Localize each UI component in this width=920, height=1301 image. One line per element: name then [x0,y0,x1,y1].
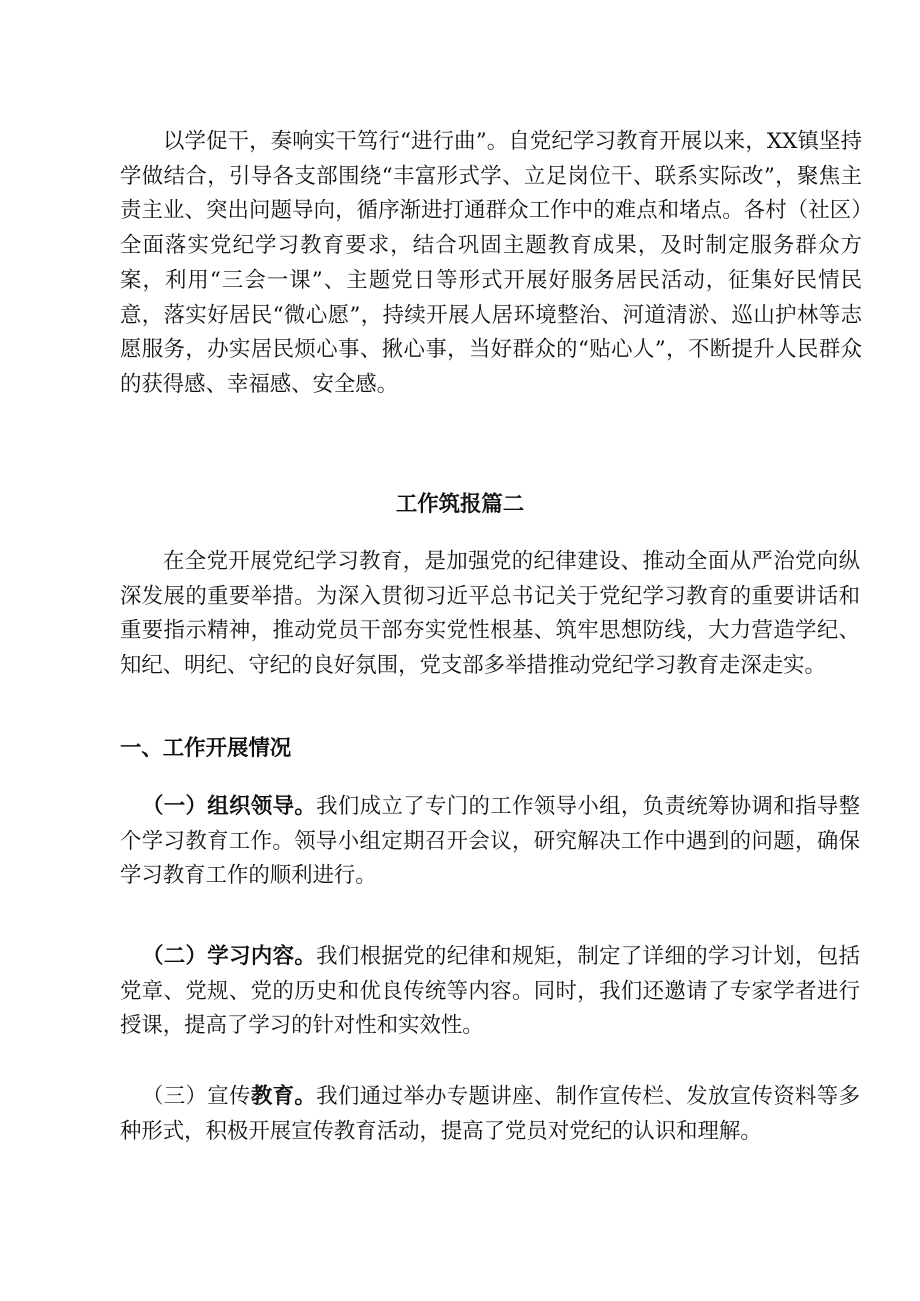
item-3-lead-b: 教育。 [250,1084,317,1109]
item-1-lead: （一）组织领导。 [142,794,317,819]
paragraph-1 [120,125,862,403]
item-1 [120,790,860,894]
item-3-text: 我们通过举办专题讲座、制作宣传栏、发放宣传资料等多种形式，积极开展宣传教育活动，提高了党员对党纪的认识和理解。 [120,1084,860,1144]
paragraph-2-text: 在全党开展党纪学习教育，是加强党的纪律建设、推动全面从严治党向纵深发展的重要举措。为深入贯彻习近平总书记关于党纪学习教育的重要讲话和重要指示精神，推动党员干部夯实党性根基、筑牢思想防线，大力营造学纪、知纪、明纪、守纪的良好氛围，党支部多举措推动党纪学习教育走深走实。 [120,549,860,679]
paragraph-2 [120,545,860,684]
section-heading-1: 一、工作开展情况 [120,736,292,761]
paragraph-1-text: 以学促干，奏响实干笃行“进行曲”。自党纪学习教育开展以来，XX镇坚持学做结合，引导各支部围绕“丰富形式学、立足岗位干、联系实际改”，聚焦主责主业、突出问题导向，循序渐进打通群众工作中的难点和堵点。各村（社区）全面落实党纪学习教育要求，结合巩固主题教育成果，及时制定服务群众方案，利用“三会一课”、主题党日等形式开展好服务居民活动，征集好民情民意，落实好居民“微心愿”，持续开展人居环境整治、河道清淤、巡山护林等志愿服务，办实居民烦心事、揪心事，当好群众的“贴心人”，不断提升人民群众的获得感、幸福感、安全感。 [120,129,862,397]
section-title-2: 工作筑报篇二 [395,492,525,517]
item-2 [120,940,860,1044]
item-3-lead-a: （三）宣传 [142,1084,251,1109]
item-2-text: 我们根据党的纪律和规矩，制定了详细的学习计划，包括党章、党规、党的历史和优良传统等内容。同时，我们还邀请了专家学者进行授课，提高了学习的针对性和实效性。 [120,944,860,1039]
item-2-lead: （二）学习内容。 [142,944,317,969]
item-3 [120,1080,860,1149]
item-1-text: 我们成立了专门的工作领导小组，负责统筹协调和指导整个学习教育工作。领导小组定期召开会议，研究解决工作中遇到的问题，确保学习教育工作的顺利进行。 [120,794,860,889]
